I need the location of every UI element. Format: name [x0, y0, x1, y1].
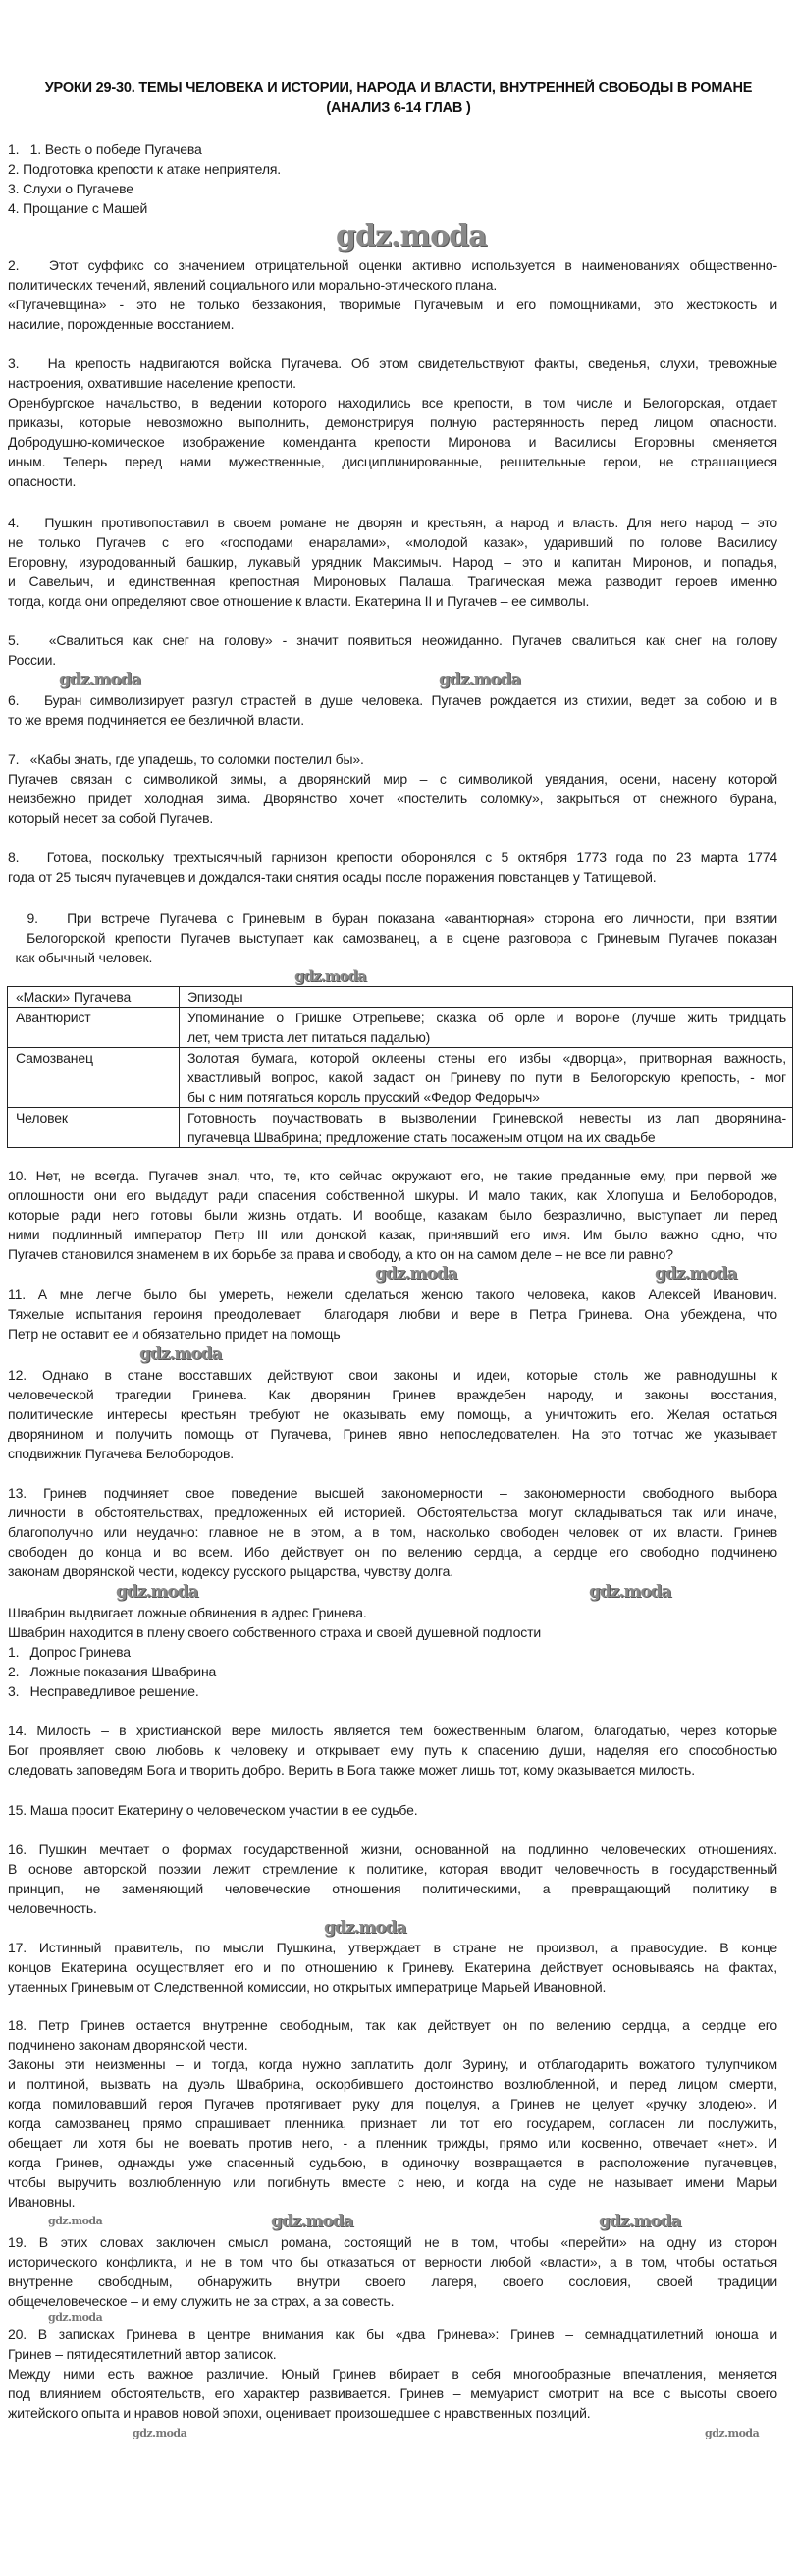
text-line: Белогорской крепости Пугачев выступает как самозванец, а в сцене разговора с Гриневым Пугачев показан: [8, 930, 777, 946]
text-line: Швабрин выдвигает ложные обвинения в адрес Гринева.: [8, 1605, 367, 1620]
answer-6: [8, 690, 777, 730]
text-line: подчинено законам дворянской чести.: [8, 2037, 248, 2053]
text-line: 15. Маша просит Екатерину о человеческом участии в ее судьбе.: [8, 1802, 418, 1818]
text-line: принцип, не заменяющий человеческие отношения политическими, а превращающий политику в: [8, 1881, 777, 1896]
text-line: 9. При встрече Пугачева с Гриневым в буран показана «авантюрная» сторона его личности, при взятии: [8, 910, 777, 926]
text-line: 4. Прощание с Машей: [8, 200, 148, 216]
text-line: не только Пугачев с его «господами енаралами», «молодой казак», ударивший по голове Василису: [8, 534, 777, 550]
text-line: 3. Слухи о Пугачеве: [8, 181, 133, 196]
text-line: то же время подчиняется ее безличной власти.: [8, 712, 304, 728]
episodes-cell: [180, 1048, 793, 1108]
episode-line: лет, чем триста лет питаться падалью): [187, 1029, 431, 1045]
episodes-cell: [180, 1108, 793, 1148]
text-line: оплошности они его выдадут ради спасения собственной шкуры. И мало таких, как Хлопуша и Белобородов,: [8, 1187, 777, 1203]
mask-cell: Авантюрист: [8, 1008, 180, 1048]
text-line: когда Гринев, однажды уже спасенный судьбою, в одиночку возвращается в расположение пугачевцев,: [8, 2155, 777, 2170]
watermark: gdz.moda: [294, 967, 366, 985]
text-line: которые ради него готовы были жизнь отдать. И вообще, казакам было безразлично, выступает ли перед: [8, 1207, 777, 1223]
answer-13: [8, 1483, 777, 1581]
watermark: gdz.moda: [271, 2212, 353, 2231]
shvabrin-notes: [8, 1603, 777, 1701]
table-header-cell: Эпизоды: [180, 987, 793, 1008]
text-line: 3. На крепость надвигаются войска Пугачева. Об этом свидетельствуют факты, сведенья, слухи, тревожные: [8, 356, 777, 371]
episode-line: Упоминание о Гришке Отрепьеве; сказка об орле и вороне (лучше жить тридцать: [187, 1010, 786, 1025]
watermark: gdz.moda: [439, 670, 521, 689]
text-line: Петр не оставит ее и обязательно придет на помощь: [8, 1326, 341, 1342]
text-line: когда самозванец прямо спрашивает пленника, признает ли тот его государем, согласен ли послужить,: [8, 2115, 777, 2131]
text-line: иным. Теперь перед нами мужественные, дисциплинированные, решительные герои, не страшащиеся: [8, 454, 777, 469]
table-header-row: [8, 987, 793, 1008]
answer-4: [8, 513, 777, 611]
text-line: 20. В записках Гринева в центре внимания как бы «два Гринева»: Гринев – семнадцатилетний юноша и: [8, 2327, 777, 2342]
text-line: как обычный человек.: [8, 950, 153, 965]
answer-11: [8, 1285, 777, 1343]
episode-line: Готовность поучаствовать в вызволении Гриневской невесты из лап дворянина-: [187, 1110, 786, 1125]
text-line: когда помиловавший героя Пугачев протягивает руку для поцелуя, а Гринев не целует «ручку злодею». И: [8, 2096, 777, 2111]
watermark: gdz.moda: [324, 1918, 406, 1938]
text-line: Тяжелые испытания героиня преодолевает благодаря любви и вере в Петра Гринева. Она убеждена, что: [8, 1306, 777, 1322]
text-line: 1. 1. Весть о победе Пугачева: [8, 141, 202, 157]
text-line: 5. «Свалиться как снег на голову» - значит появиться неожиданно. Пугачев свалиться как снег на голову: [8, 632, 777, 648]
answer-14: [8, 1721, 777, 1780]
text-line: неизбежно придет холодная зима. Дворянство хочет «постелить соломку», закрыться от снежного бурана,: [8, 791, 777, 806]
text-line: законам дворянской чести, кодексу русского рыцарства, чувству долга.: [8, 1563, 454, 1579]
text-line: Добродушно-комическое изображение коменданта крепости Миронова и Василисы Егоровны сменяется: [8, 434, 777, 450]
watermark: gdz.moda: [589, 1582, 671, 1602]
watermark: gdz.moda: [336, 219, 487, 253]
text-line: Оренбургское начальство, в ведении которого находились все крепости, в том числе и Белогорская, отдает: [8, 395, 777, 411]
watermark: gdz.moda: [655, 1264, 737, 1284]
answer-20: [8, 2325, 777, 2423]
text-line: свободен до конца и во всем. Ибо действует он по велению сердца, а сердце его свободно подчинено: [8, 1544, 777, 1560]
text-line: дворянином и получить помощь от Пугачева, Гринев явно непоследователен. На это тотчас же указывает: [8, 1426, 777, 1442]
text-line: тогда, когда они определяют свое отношение к власти. Екатерина II и Пугачев – ее символы.: [8, 593, 590, 609]
text-line: 2. Ложные показания Швабрина: [8, 1664, 217, 1679]
watermark: gdz.moda: [705, 2427, 760, 2439]
watermark: gdz.moda: [599, 2212, 681, 2231]
text-line: житейского опыта и нравов новой эпохи, оценивает произошедшее с нравственных позиций.: [8, 2405, 591, 2421]
text-line: «Пугачевщина» - это не только беззакония, творимые Пугачевым и его помощниками, это жестокость и: [8, 297, 777, 312]
text-line: 3. Несправедливое решение.: [8, 1683, 199, 1699]
text-line: политических течений, явлений социального или морально-этического плана.: [8, 277, 498, 293]
text-line: под влиянием обстоятельств, его характер развивается. Гринев – мемуарист смотрит на все с высоты своего: [8, 2385, 777, 2401]
mask-cell: Самозванец: [8, 1048, 180, 1108]
episode-line: Золотая бумага, которой оклеены стены его избы «дворца», притворная важность,: [187, 1050, 786, 1066]
answer-18: [8, 2015, 777, 2212]
text-line: Пугачев становился знаменем в их борьбе за права и свободу, а кто он на самом деле – не все ли равно?: [8, 1246, 673, 1262]
page-title: [0, 79, 797, 118]
text-line: 17. Истинный правитель, по мысли Пушкина, утверждает в стране не произвол, а правосудие. В конце: [8, 1940, 777, 1955]
text-line: 16. Пушкин мечтает о формах государственной жизни, основанной на подлинно человеческих отношениях.: [8, 1841, 777, 1857]
text-line: обещает ли хотя бы не воевать против него, - а пленник трижды, прямо или косвенно, отвечает «нет». И: [8, 2135, 777, 2151]
text-line: человечность.: [8, 1900, 97, 1916]
text-line: утаенных Гриневым от Следственной комиссии, но открытых императрице Марьей Ивановной.: [8, 1979, 607, 1995]
episode-line: хвастливый вопрос, какой задаст он Гриневу по пути в Белогорскую крепость, - мог: [187, 1069, 786, 1085]
text-line: чтобы выручить возлюбленную или погибнуть вместе с нею, и когда на суде не называет имени Марьи: [8, 2174, 777, 2190]
answer-2: [8, 255, 777, 334]
answer-12: [8, 1365, 777, 1463]
text-line: концов Екатерина осуществляет его и по отношению к Гриневу. Екатерина действует основываясь на фактах,: [8, 1959, 777, 1975]
answer-7: [8, 749, 777, 828]
text-line: настроения, охватившие население крепости.: [8, 375, 296, 391]
answer-3: [8, 354, 777, 491]
text-line: 19. В этих словах заключен смысл романа, состоящий не в том, чтобы «перейти» на одну из сторон: [8, 2234, 777, 2250]
text-line: 6. Буран символизирует разгул страстей в душе человека. Пугачев рождается из стихии, ведет за собою и в: [8, 692, 777, 708]
title-line: УРОКИ 29-30. ТЕМЫ ЧЕЛОВЕКА И ИСТОРИИ, НАРОДА И ВЛАСТИ, ВНУТРЕННЕЙ СВОБОДЫ В РОМАНЕ: [44, 81, 753, 96]
text-line: Ивановны.: [8, 2194, 76, 2210]
text-line: общечеловеческое – и ему служить не за страх, а за совесть.: [8, 2293, 395, 2309]
text-line: человеческой трагедии Гринева. Как дворянин Гринев враждебен народу, и законы восстания,: [8, 1387, 777, 1402]
answer-19: [8, 2232, 777, 2311]
text-line: и Савельич, и единственная крепостная Мироновых Палаша. Трагическая межа разводит героев именно: [8, 574, 777, 589]
table-row: [8, 1048, 793, 1108]
title-line: (АНАЛИЗ 6-14 ГЛАВ ): [326, 100, 471, 116]
pugachev-masks-table: [7, 986, 793, 1148]
episodes-cell: [180, 1008, 793, 1048]
watermark: gdz.moda: [133, 2427, 187, 2439]
answer-8: [8, 848, 777, 887]
answer-10: [8, 1166, 777, 1264]
watermark: gdz.moda: [59, 670, 141, 689]
text-line: сподвижник Пугачева Белобородов.: [8, 1446, 234, 1461]
text-line: Пугачев связан с символикой зимы, а дворянский мир – с символикой увядания, осени, насену которой: [8, 771, 777, 787]
text-line: 14. Милость – в христианской вере милость является тем божественным благом, благодатью, через которые: [8, 1723, 777, 1738]
text-line: года от 25 тысяч пугачевцев и дождался-таки снятия осады после поражения повстанцев у Татищевой.: [8, 869, 657, 885]
text-line: благополучно или неудачно: главное не в этом, а в том, насколько свободен человек от их власти. Гринев: [8, 1524, 777, 1540]
text-line: 1. Допрос Гринева: [8, 1644, 131, 1660]
text-line: ними подлинный император Петр III или донской казак, принявший его имя. Им было важно одно, что: [8, 1227, 777, 1242]
episode-line: бы с ним потягаться король прусский «Федор Федорыч»: [187, 1089, 540, 1105]
answer-15: [8, 1800, 777, 1820]
chapter-plan-list: [8, 139, 777, 218]
table-header-cell: «Маски» Пугачева: [8, 987, 180, 1008]
text-line: 4. Пушкин противопоставил в своем романе не дворян и крестьян, а народ и власть. Для него народ – это: [8, 515, 777, 530]
text-line: Егоровну, изуродованный башкир, лукавый урядник Максимыч. Народ – это и капитан Миронов, и попадья,: [8, 554, 777, 570]
answer-9: [8, 908, 777, 967]
episode-line: пугачевца Швабрина; предложение стать посаженым отцом на их свадьбе: [187, 1129, 656, 1145]
answer-5: [8, 630, 777, 670]
text-line: Швабрин находится в плену своего собственного страха и своей душевной подлости: [8, 1624, 542, 1640]
mask-cell: Человек: [8, 1108, 180, 1148]
text-line: 11. А мне легче было бы умереть, нежели сделаться женою такого человека, каков Алексей Иванович.: [8, 1287, 777, 1302]
watermark: gdz.moda: [48, 2215, 103, 2227]
watermark: gdz.moda: [139, 1344, 222, 1364]
text-line: Между ними есть важное различие. Юный Гринев вбирает в себя многообразные впечатления, меняется: [8, 2366, 777, 2382]
text-line: Законы эти неизменны – и тогда, когда нужно заплатить долг Зурину, и отблагодарить вожатого тулупчиком: [8, 2056, 777, 2072]
text-line: опасности.: [8, 473, 77, 489]
text-line: 2. Этот суффикс со значением отрицательной оценки активно используется в наименованиях общественно-: [8, 257, 777, 273]
text-line: личности в обстоятельствах, предложенных ей историей. Обстоятельства могут складываться так или иначе,: [8, 1505, 777, 1520]
text-line: 10. Нет, не всегда. Пугачев знал, что, те, кто сейчас окружают его, не такие преданные ему, при первой же: [8, 1168, 777, 1183]
watermark: gdz.moda: [375, 1264, 457, 1284]
text-line: и полтиной, вызвать на дуэль Швабрина, оскорбившего достоинство возлюбленной, и перед лицом смерти,: [8, 2076, 777, 2092]
text-line: Бог проявляет свою любовь к человеку и открывает ему путь к спасению души, наделяя его способностью: [8, 1742, 777, 1758]
text-line: 2. Подготовка крепости к атаке неприятеля.: [8, 161, 282, 177]
text-line: 18. Петр Гринев остается внутренне свободным, так как действует он по велению сердца, а сердце его: [8, 2017, 777, 2033]
table-row: [8, 1108, 793, 1148]
text-line: России.: [8, 652, 56, 668]
text-line: приказы, которые невозможно выполнить, демонстрируя полную растерянность перед лицом опасности.: [8, 414, 777, 430]
text-line: 12. Однако в стане восставших действуют свои законы и идеи, которые столь же равнодушны к: [8, 1367, 777, 1383]
text-line: политические интересы крестьян требуют не оказывать ему помощь, а уничтожить его. Желая остаться: [8, 1406, 777, 1422]
text-line: насилие, порожденные восстанием.: [8, 316, 235, 332]
text-line: 7. «Кабы знать, где упадешь, то соломки постелил бы».: [8, 751, 364, 767]
table-row: [8, 1008, 793, 1048]
text-line: исторического конфликта, и не в том что бы отказаться от верности любой «власти», а в том, чтобы остаться: [8, 2254, 777, 2270]
text-line: внутренне свободным, обнаружить внутри своего лагеря, своего сословия, своей традиции: [8, 2274, 777, 2289]
answer-16: [8, 1839, 777, 1918]
text-line: который несет за собой Пугачев.: [8, 810, 214, 826]
text-line: 8. Готова, поскольку трехтысячный гарнизон крепости оборонялся с 5 октября 1773 года по 23 марта 1774: [8, 850, 777, 865]
answer-17: [8, 1938, 777, 1997]
text-line: 13. Гринев подчиняет свое поведение высшей закономерности – закономерности свободного выбора: [8, 1485, 777, 1501]
text-line: следовать заповедям Бога и творить добро. Верить в Бога также может лишь тот, кому оказывается милость.: [8, 1762, 695, 1778]
watermark: gdz.moda: [116, 1582, 198, 1602]
watermark: gdz.moda: [48, 2311, 103, 2324]
text-line: Гринев – пятидесятилетний автор записок.: [8, 2346, 277, 2362]
text-line: В основе авторской поэзии лежит стремление к политике, которая вводит человечность в государственный: [8, 1861, 777, 1877]
